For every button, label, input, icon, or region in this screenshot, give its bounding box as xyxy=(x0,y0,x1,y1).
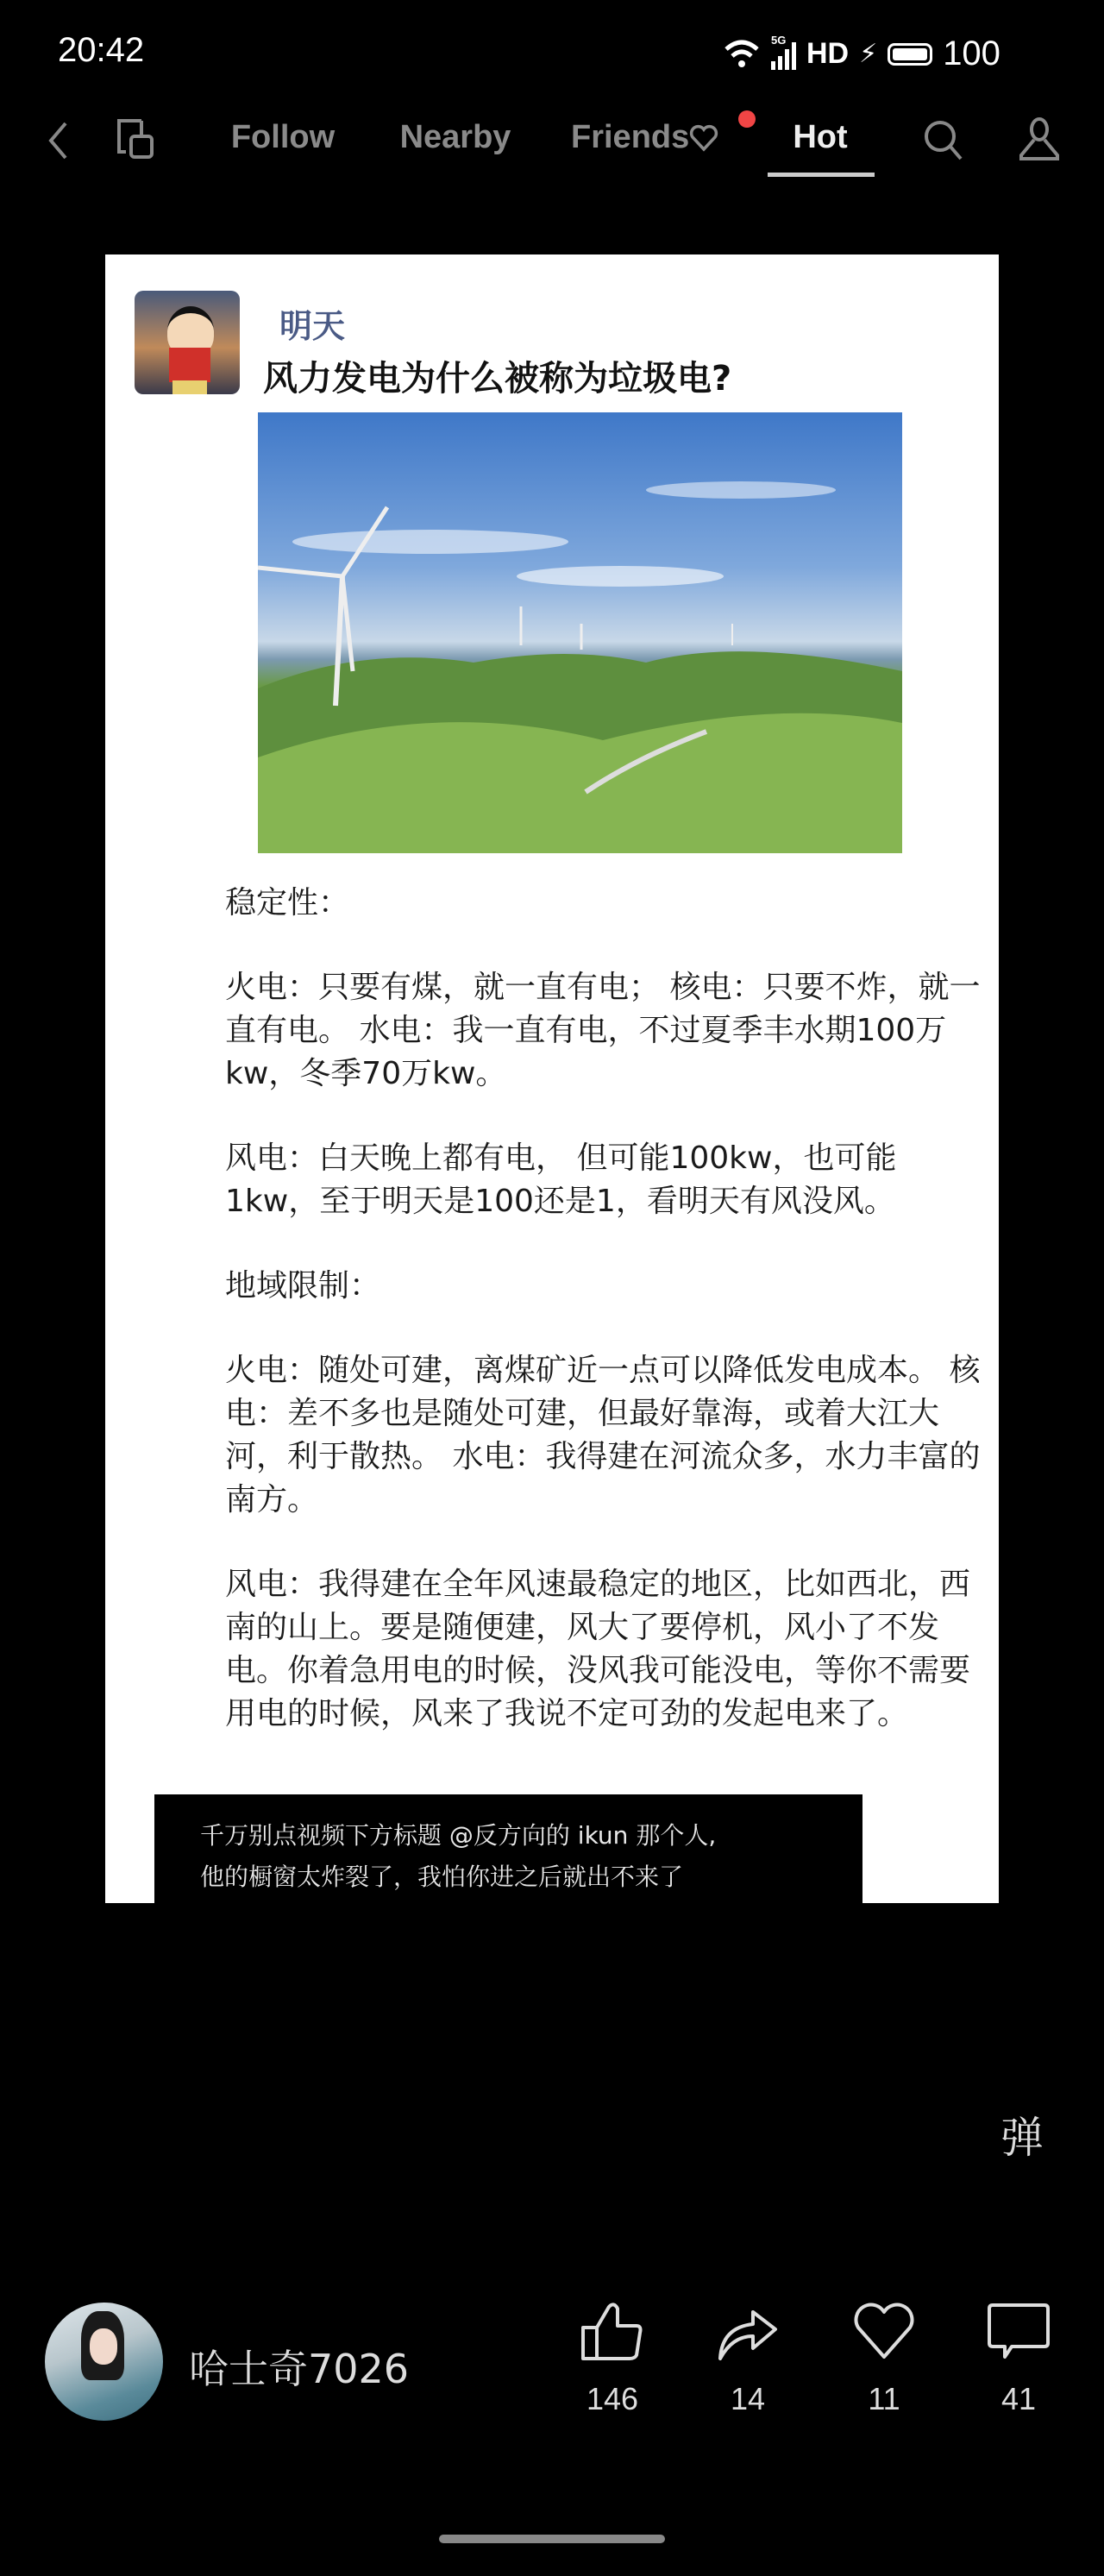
subtitle-line: 千万别点视频下方标题 @反方向的 ikun 那个人, xyxy=(200,1821,717,1850)
thumbs-up-icon xyxy=(580,2302,645,2362)
home-indicator[interactable] xyxy=(439,2535,665,2543)
signal-icon xyxy=(771,33,796,70)
status-time: 20:42 xyxy=(58,31,145,69)
heart-icon xyxy=(851,2302,917,2362)
profile-icon[interactable] xyxy=(1018,117,1061,162)
network-type: 5G xyxy=(771,33,787,47)
tab-nearby[interactable]: Nearby xyxy=(399,119,511,155)
back-icon[interactable] xyxy=(47,121,69,160)
post-title: 风力发电为什么被称为垃圾电? xyxy=(263,359,732,399)
hd-label: HD xyxy=(806,37,850,70)
section-heading-stability: 稳定性： xyxy=(225,885,350,920)
share-button[interactable] xyxy=(696,2302,800,2417)
danmaku-toggle[interactable]: 弹 xyxy=(1000,2113,1044,2163)
paragraph: 火电：只要有煤，就一直有电； 核电：只要不炸，就一直有电。 水电：我一直有电，不过夏季丰水期100万kw，冬季70万kw。 xyxy=(225,970,981,1091)
post-body xyxy=(225,882,984,1777)
landscape-illustration xyxy=(258,412,902,853)
battery-level: 100 xyxy=(943,35,1000,72)
favorite-button[interactable] xyxy=(832,2302,936,2417)
author-name: 明天 xyxy=(279,307,346,345)
paragraph: 风电：我得建在全年风速最稳定的地区，比如西北，西南的山上。要是随便建，风大了要停机，风小了不发电。你着急用电的时候，没风我可能没电，等你不需要用电的时候，风来了我说不定可劲的发起电来了。 xyxy=(225,1567,971,1731)
status-icons xyxy=(723,35,1000,73)
uploader-avatar[interactable] xyxy=(45,2303,163,2421)
video-subtitle xyxy=(154,1794,862,1903)
share-count: 14 xyxy=(730,2381,766,2416)
screen-switch-icon[interactable] xyxy=(116,117,157,160)
battery-icon xyxy=(888,43,932,66)
author-avatar xyxy=(135,291,240,394)
comment-button[interactable] xyxy=(967,2302,1070,2417)
like-count: 146 xyxy=(586,2381,639,2416)
search-icon[interactable] xyxy=(923,119,964,162)
heart-small-icon xyxy=(689,124,718,152)
comment-icon xyxy=(986,2302,1051,2362)
section-heading-region: 地域限制： xyxy=(225,1268,381,1304)
paragraph: 火电：随处可建，离煤矿近一点可以降低发电成本。 核电：差不多也是随处可建，但最好靠海，或着大江大河，利于散热。 水电：我得建在河流众多，水力丰富的南方。 xyxy=(225,1353,981,1517)
post-screenshot[interactable] xyxy=(105,254,999,1903)
uploader-name[interactable]: 哈士奇7026 xyxy=(189,2346,410,2392)
subtitle-line: 他的橱窗太炸裂了，我怕你进之后就出不来了 xyxy=(200,1863,684,1891)
share-icon xyxy=(715,2302,781,2362)
paragraph: 风电：白天晚上都有电， 但可能100kw，也可能1kw，至于明天是100还是1，看明天有风没风。 xyxy=(225,1140,897,1219)
favorite-count: 11 xyxy=(868,2381,900,2416)
tab-follow[interactable]: Follow xyxy=(230,119,336,155)
tab-friends[interactable] xyxy=(571,119,718,156)
wind-turbine-photo xyxy=(258,412,902,853)
comment-count: 41 xyxy=(1000,2381,1037,2416)
wifi-icon xyxy=(723,39,761,70)
tab-hot[interactable]: Hot xyxy=(793,119,848,155)
active-tab-underline xyxy=(768,173,875,177)
charging-icon: ⚡ xyxy=(859,40,878,68)
like-button[interactable] xyxy=(561,2302,664,2417)
friends-notification-dot xyxy=(738,110,756,128)
tab-friends-label: Friends xyxy=(571,119,690,155)
